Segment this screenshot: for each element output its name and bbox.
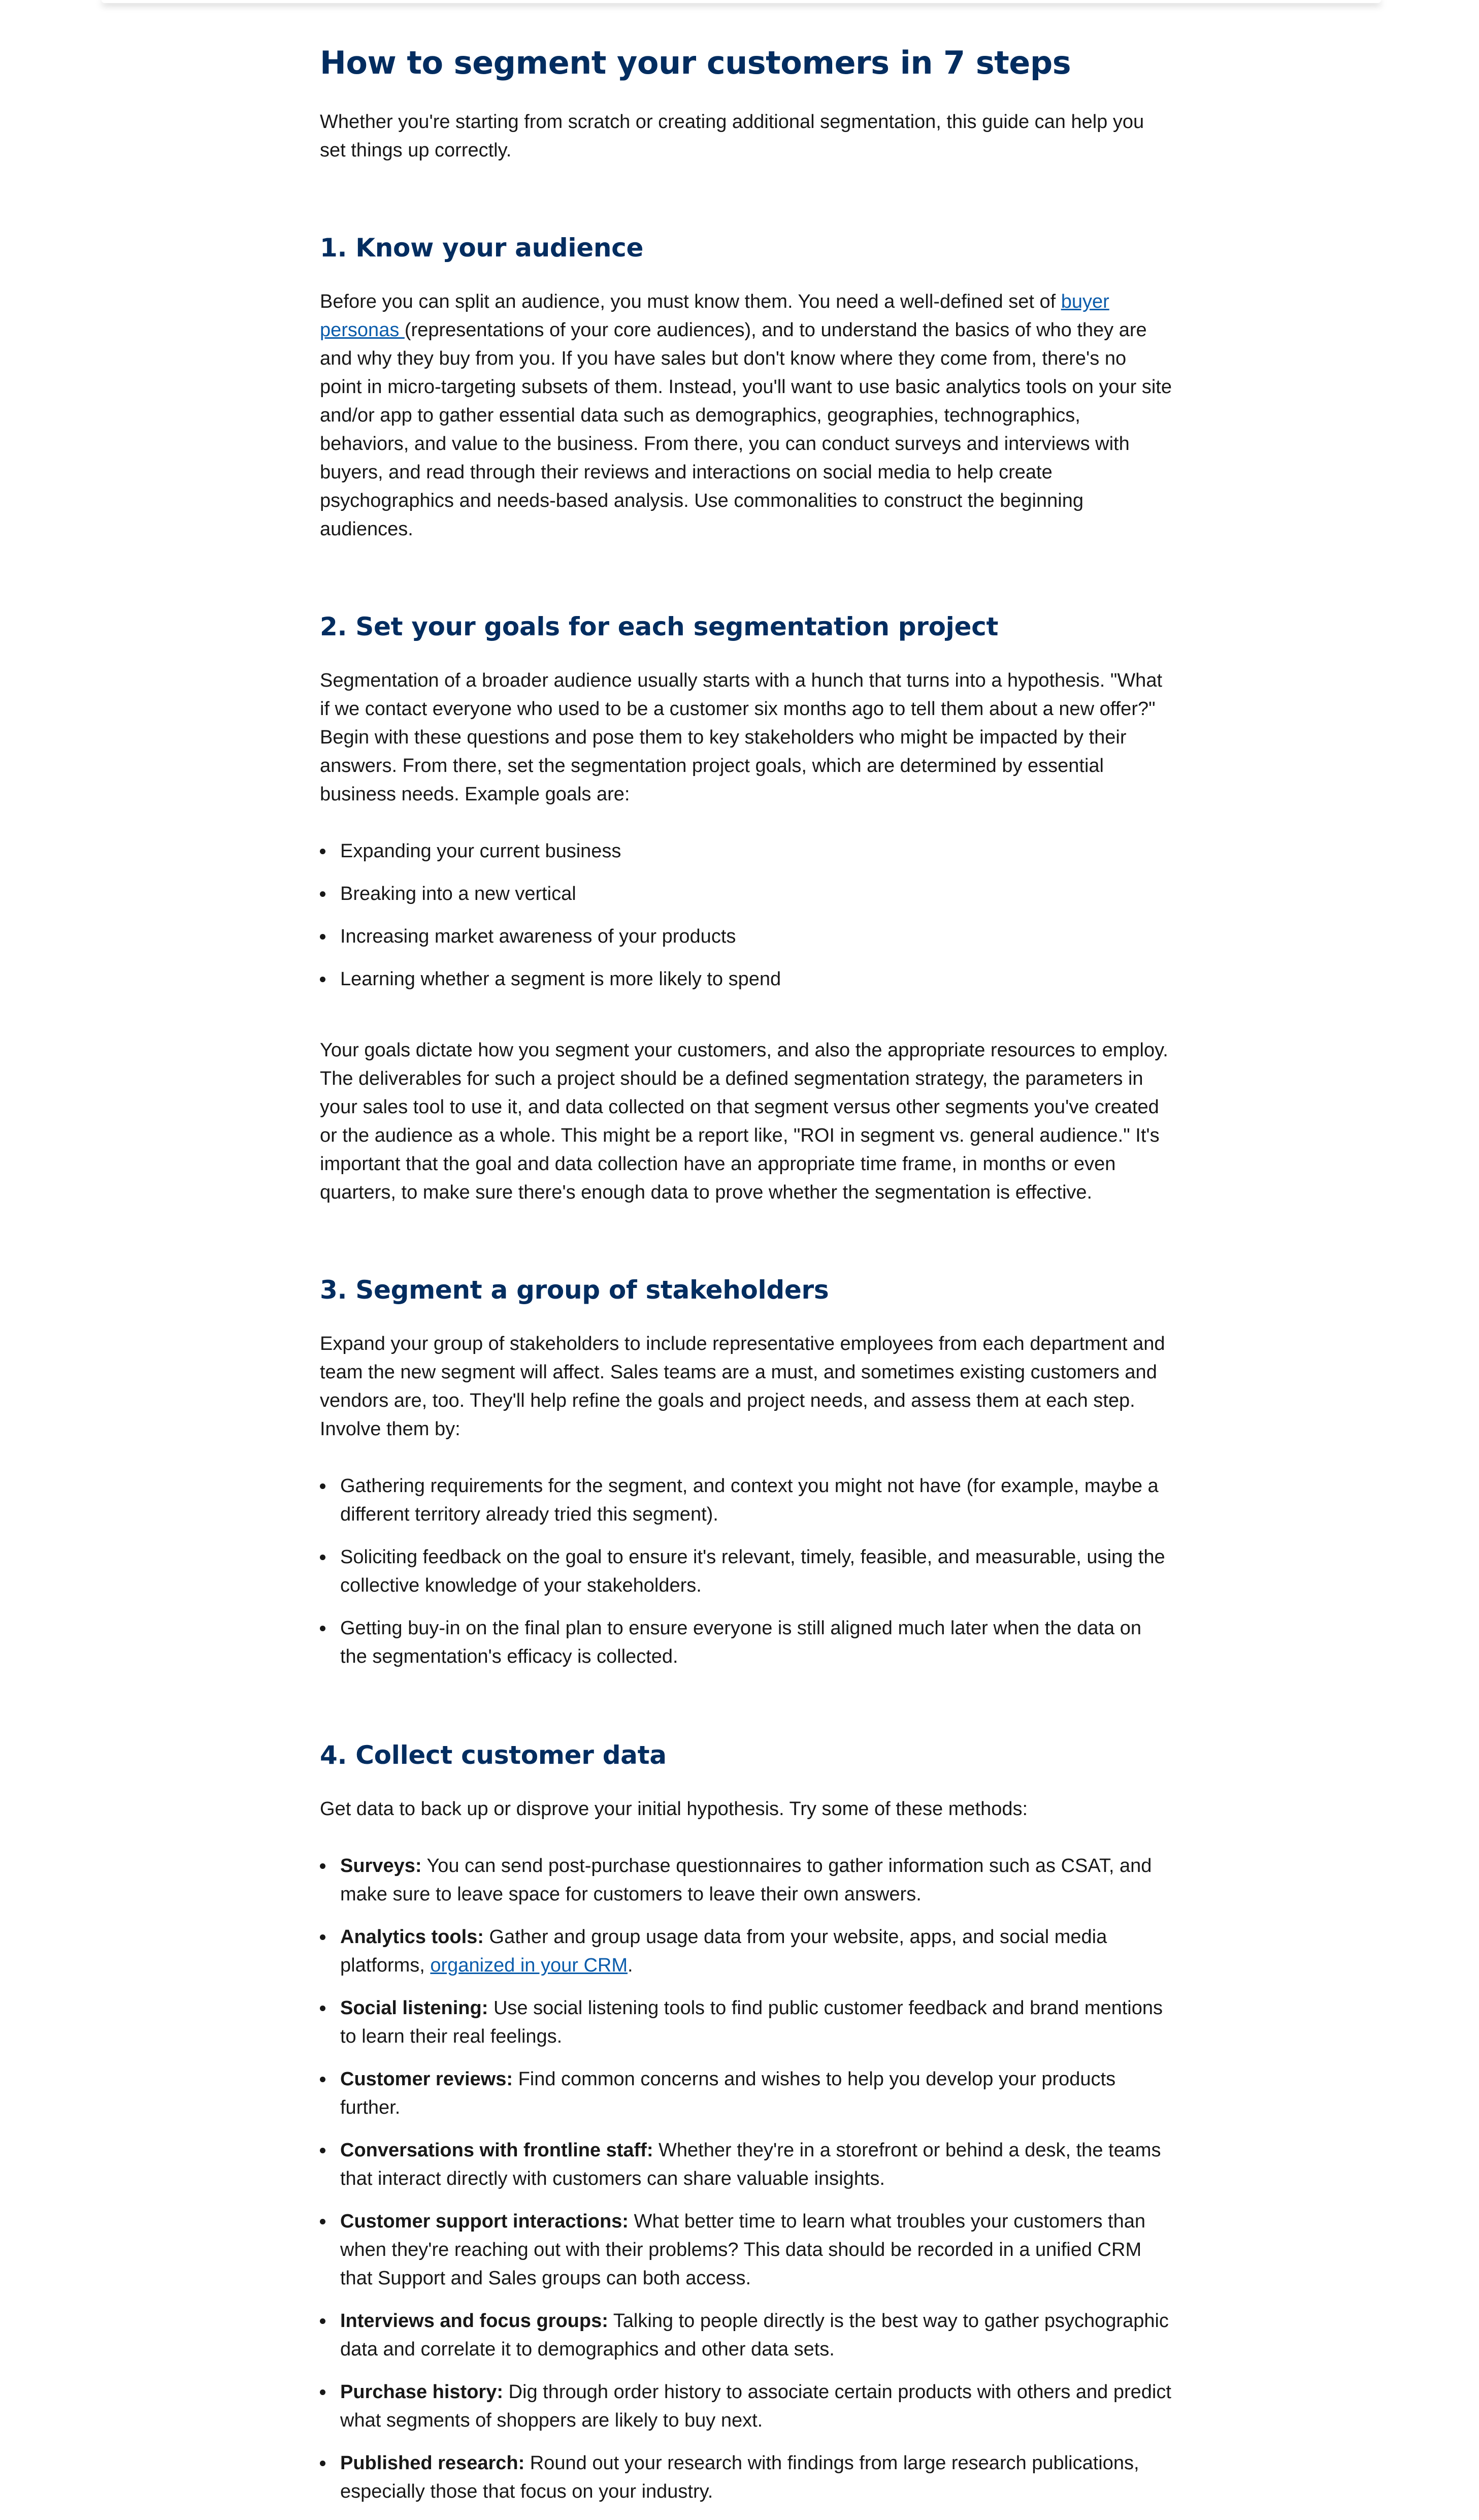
buyer-personas-link[interactable]: buyer personas bbox=[320, 291, 1109, 341]
method-text: . bbox=[628, 1955, 633, 1976]
list-item-text: Gathering requirements for the segment, and context you might not have (for example, maybe a different territory already tried this segment). bbox=[340, 1475, 1159, 1525]
section-heading: 4. Collect customer data bbox=[320, 1740, 667, 1770]
list-item-text: Increasing market awareness of your products bbox=[340, 926, 736, 947]
header-shadow-edge bbox=[102, 0, 1381, 3]
list-item-text: Breaking into a new vertical bbox=[340, 883, 576, 904]
section-heading: 3. Segment a group of stakeholders bbox=[320, 1275, 829, 1305]
list-item-text: Soliciting feedback on the goal to ensure it's relevant, timely, feasible, and measurable, using the collective knowledge of your stakeholders. bbox=[340, 1546, 1165, 1596]
section-collect-customer-data bbox=[320, 1738, 1173, 2506]
bullet-icon bbox=[320, 1934, 325, 1940]
paragraph-text: (representations of your core audiences), and to understand the basics of who they are and why they buy from you. If you have sales but don't know where they come from, there's no point in micro-targeting subsets of them. Instead, you'll want to use basic analytics tools on your site and/or app to gather essential data such as demographics, geographies, technographics, behaviors, and value to the business. From there, you can conduct surveys and interviews with buyers, and read through their reviews and interactions on social media to help create psychographics and needs-based analysis. Use commonalities to construct the beginning audiences. bbox=[320, 319, 1172, 540]
section-set-goals bbox=[320, 609, 1173, 1207]
method-term: Purchase history: bbox=[340, 2381, 503, 2403]
organized-in-crm-link[interactable]: organized in your CRM bbox=[430, 1955, 628, 1976]
method-term: Analytics tools: bbox=[340, 1926, 484, 1948]
bullet-icon bbox=[320, 2389, 325, 2395]
list-item bbox=[320, 2378, 1173, 2435]
bullet-icon bbox=[320, 2318, 325, 2324]
intro-paragraph: Whether you're starting from scratch or creating additional segmentation, this guide can help you set things up correctly. bbox=[320, 111, 1144, 161]
method-term: Interviews and focus groups: bbox=[340, 2310, 608, 2332]
bullet-icon bbox=[320, 1863, 325, 1869]
list-item bbox=[320, 2207, 1173, 2292]
method-text: Use social listening tools to find public customer feedback and brand mentions to learn their real feelings. bbox=[340, 1997, 1163, 2047]
bullet-icon bbox=[320, 1555, 325, 1560]
method-term: Customer support interactions: bbox=[340, 2211, 629, 2232]
bullet-icon bbox=[320, 934, 325, 940]
method-text: What better time to learn what troubles your customers than when they're reaching out with their problems? This data should be recorded in a unified CRM that Support and Sales groups can both access. bbox=[340, 2211, 1145, 2289]
list-item bbox=[320, 1994, 1173, 2051]
list-item bbox=[320, 1472, 1173, 1529]
method-text: Dig through order history to associate certain products with others and predict what segments of shoppers are likely to buy next. bbox=[340, 2381, 1171, 2431]
goals-list bbox=[320, 837, 1173, 993]
section-heading: 1. Know your audience bbox=[320, 233, 644, 263]
bullet-icon bbox=[320, 1626, 325, 1631]
section-paragraph: Get data to back up or disprove your initial hypothesis. Try some of these methods: bbox=[320, 1798, 1028, 1820]
section-paragraph: Segmentation of a broader audience usually starts with a hunch that turns into a hypothesis. "What if we contact everyone who used to be a customer six months ago to tell them about a new offer?" Begin with these questions and pose them to key stakeholders who might be impacted by their answers. From there, set the segmentation project goals, which are determined by essential business needs. Example goals are: bbox=[320, 670, 1163, 805]
list-item bbox=[320, 2136, 1173, 2193]
bullet-icon bbox=[320, 2461, 325, 2466]
method-text: You can send post-purchase questionnaires to gather information such as CSAT, and make sure to leave space for customers to leave their own answers. bbox=[340, 1855, 1152, 1905]
method-text: Gather and group usage data from your website, apps, and social media platforms, bbox=[340, 1926, 1107, 1976]
section-paragraph: Your goals dictate how you segment your customers, and also the appropriate resources to employ. The deliverables for such a project should be a defined segmentation strategy, the parameters in your sales tool to use it, and data collected on that segment versus other segments you've created or the audience as a whole. This might be a report like, "ROI in segment vs. general audience." It's important that the goal and data collection have an appropriate time frame, in months or even quarters, to make sure there's enough data to prove whether the segmentation is effective. bbox=[320, 1040, 1168, 1203]
section-segment-stakeholders bbox=[320, 1273, 1173, 1671]
method-term: Published research: bbox=[340, 2452, 525, 2474]
list-item bbox=[320, 1923, 1173, 1980]
method-text: Talking to people directly is the best way to gather psychographic data and correlate it to demographics and other data sets. bbox=[340, 2310, 1169, 2360]
list-item bbox=[320, 880, 1173, 908]
paragraph-text: Before you can split an audience, you must know them. You need a well-defined set of bbox=[320, 291, 1061, 312]
page-title: How to segment your customers in 7 steps bbox=[320, 44, 1071, 81]
list-item-text: Expanding your current business bbox=[340, 841, 621, 862]
method-term: Conversations with frontline staff: bbox=[340, 2140, 653, 2161]
bullet-icon bbox=[320, 2219, 325, 2224]
method-text: Round out your research with findings from large research publications, especially those that focus on your industry. bbox=[340, 2452, 1139, 2502]
list-item bbox=[320, 837, 1173, 865]
bullet-icon bbox=[320, 977, 325, 982]
list-item bbox=[320, 965, 1173, 993]
section-paragraph: Expand your group of stakeholders to include representative employees from each department and team the new segment will affect. Sales teams are a must, and sometimes existing customers and vendors are, too. They'll help refine the goals and project needs, and assess them at each step. Involve them by: bbox=[320, 1333, 1165, 1440]
list-item bbox=[320, 1852, 1173, 1909]
method-term: Surveys: bbox=[340, 1855, 422, 1877]
list-item bbox=[320, 2065, 1173, 2122]
methods-list bbox=[320, 1852, 1173, 2506]
list-item bbox=[320, 2449, 1173, 2506]
method-text: Find common concerns and wishes to help you develop your products further. bbox=[340, 2069, 1116, 2118]
list-item bbox=[320, 1614, 1173, 1671]
method-term: Social listening: bbox=[340, 1997, 488, 2019]
bullet-icon bbox=[320, 849, 325, 854]
list-item-text: Getting buy-in on the final plan to ensure everyone is still aligned much later when the data on the segmentation's efficacy is collected. bbox=[340, 1618, 1141, 1667]
involve-list bbox=[320, 1472, 1173, 1671]
article bbox=[320, 43, 1173, 2520]
method-text: Whether they're in a storefront or behind a desk, the teams that interact directly with customers can share valuable insights. bbox=[340, 2140, 1161, 2189]
bullet-icon bbox=[320, 2006, 325, 2011]
bullet-icon bbox=[320, 1483, 325, 1489]
list-item bbox=[320, 2307, 1173, 2364]
list-item-text: Learning whether a segment is more likely to spend bbox=[340, 968, 781, 990]
bullet-icon bbox=[320, 2077, 325, 2082]
list-item bbox=[320, 1543, 1173, 1600]
section-heading: 2. Set your goals for each segmentation project bbox=[320, 612, 999, 641]
method-term: Customer reviews: bbox=[340, 2069, 513, 2090]
section-know-your-audience bbox=[320, 231, 1173, 543]
list-item bbox=[320, 922, 1173, 951]
bullet-icon bbox=[320, 891, 325, 897]
section-paragraph bbox=[320, 287, 1173, 543]
bullet-icon bbox=[320, 2148, 325, 2153]
